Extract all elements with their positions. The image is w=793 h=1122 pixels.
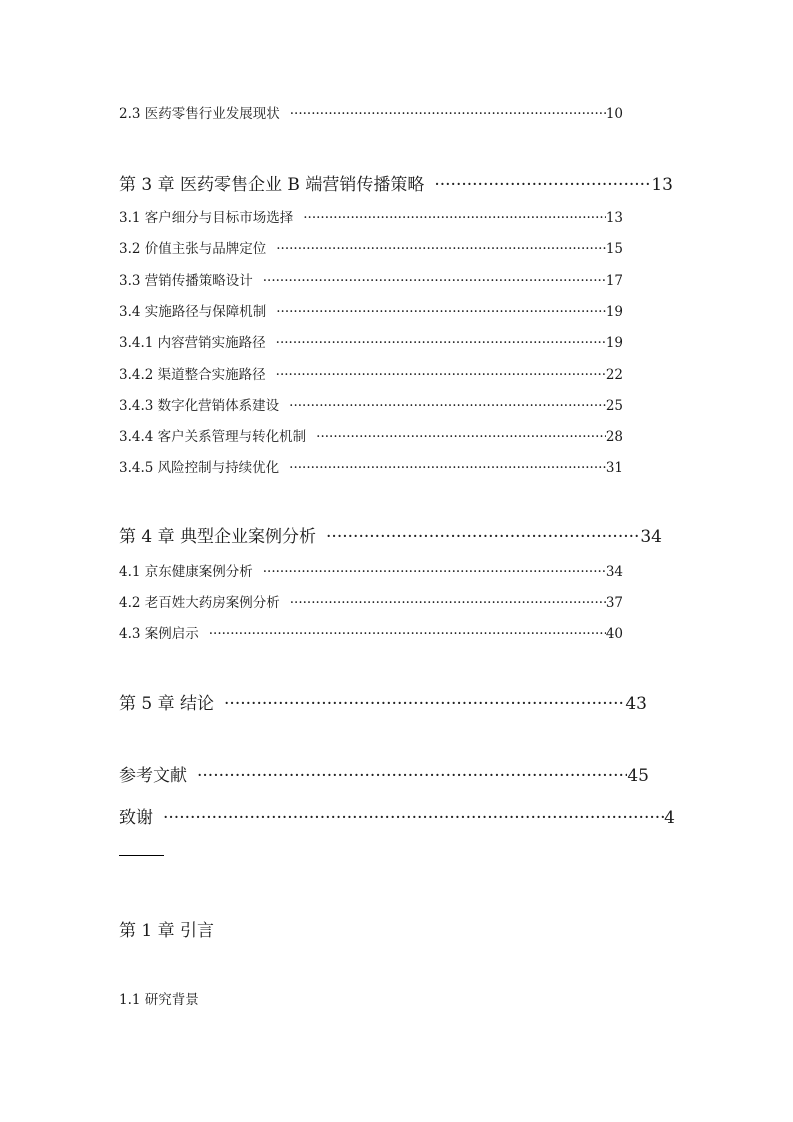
toc-page-number: 34 [640,527,662,547]
toc-entry-label: 3.2 价值主张与品牌定位 [119,241,267,257]
toc-entry-label: 3.4.2 渠道整合实施路径 [119,367,266,383]
toc-page-number: 13 [651,175,673,195]
toc-entry[interactable] [119,269,623,289]
toc-entry-label: 3.3 营销传播策略设计 [119,273,253,289]
toc-entry[interactable] [119,331,623,351]
toc-page-number: 17 [605,273,623,289]
dot-leader [209,626,606,642]
toc-entry-label: 第 4 章 典型企业案例分析 [119,527,317,547]
toc-entry-label: 2.3 医药零售行业发展现状 [119,106,280,122]
toc-entry[interactable] [119,300,623,320]
toc-entry-label: 第 5 章 结论 [119,694,215,714]
toc-entry-label: 3.4.4 客户关系管理与转化机制 [119,429,307,445]
dot-leader [289,460,606,476]
toc-page-number: 37 [605,595,623,611]
section-divider [119,855,164,856]
dot-leader [276,367,606,383]
chapter-heading: 第 1 章 引言 [119,921,215,941]
toc-page-number: 45 [627,766,649,786]
toc-entry-label: 3.4 实施路径与保障机制 [119,304,267,320]
toc-page-number: 40 [605,626,623,642]
toc-entry-label: 参考文献 [119,766,187,786]
toc-entry-label: 4.2 老百姓大药房案例分析 [119,595,280,611]
toc-entry-label: 4.1 京东健康案例分析 [119,564,253,580]
dot-leader [197,766,627,786]
toc-page-number: 10 [605,106,623,122]
toc-page-number: 22 [605,367,623,383]
toc-page-number: 25 [605,398,623,414]
toc-entry[interactable] [119,591,623,611]
toc-entry-label: 3.4.1 内容营销实施路径 [119,335,266,351]
toc-entry-label: 致谢 [119,808,153,828]
dot-leader [276,335,606,351]
dot-leader [289,398,606,414]
dot-leader [434,175,651,195]
dot-leader [303,210,606,226]
toc-page-number: 43 [625,694,647,714]
toc-entry[interactable] [119,363,623,383]
toc-entry-label: 3.4.3 数字化营销体系建设 [119,398,280,414]
toc-entry[interactable] [119,394,623,414]
dot-leader [316,429,606,445]
toc-page-number: 28 [605,429,623,445]
dot-leader [163,808,664,828]
toc-entry-label: 3.4.5 风险控制与持续优化 [119,460,280,476]
toc-entry[interactable] [119,560,623,580]
toc-chapter-entry[interactable] [119,761,649,786]
toc-page-number: 19 [605,304,623,320]
toc-entry[interactable] [119,206,623,226]
toc-chapter-entry[interactable] [119,803,675,828]
dot-leader [276,304,606,320]
toc-chapter-entry[interactable] [119,522,662,547]
toc-entry[interactable] [119,237,623,257]
toc-chapter-entry[interactable] [119,689,647,714]
toc-entry[interactable] [119,456,623,476]
toc-page-number: 31 [605,460,623,476]
dot-leader [290,595,606,611]
toc-page-number: 4 [664,808,675,828]
toc-page-number: 19 [605,335,623,351]
toc-page-number: 13 [605,210,623,226]
dot-leader [224,694,625,714]
toc-entry[interactable] [119,622,623,642]
toc-entry-label: 4.3 案例启示 [119,626,199,642]
toc-page-number: 34 [605,564,623,580]
section-heading: 1.1 研究背景 [119,992,199,1008]
dot-leader [276,241,606,257]
dot-leader [263,273,606,289]
toc-chapter-entry[interactable] [119,170,673,195]
toc-entry-label: 第 3 章 医药零售企业 B 端营销传播策略 [119,175,425,195]
dot-leader [290,106,606,122]
dot-leader [326,527,640,547]
toc-entry-label: 3.1 客户细分与目标市场选择 [119,210,294,226]
toc-entry[interactable] [119,425,623,445]
toc-page-number: 15 [605,241,623,257]
dot-leader [263,564,606,580]
toc-entry[interactable] [119,102,623,122]
